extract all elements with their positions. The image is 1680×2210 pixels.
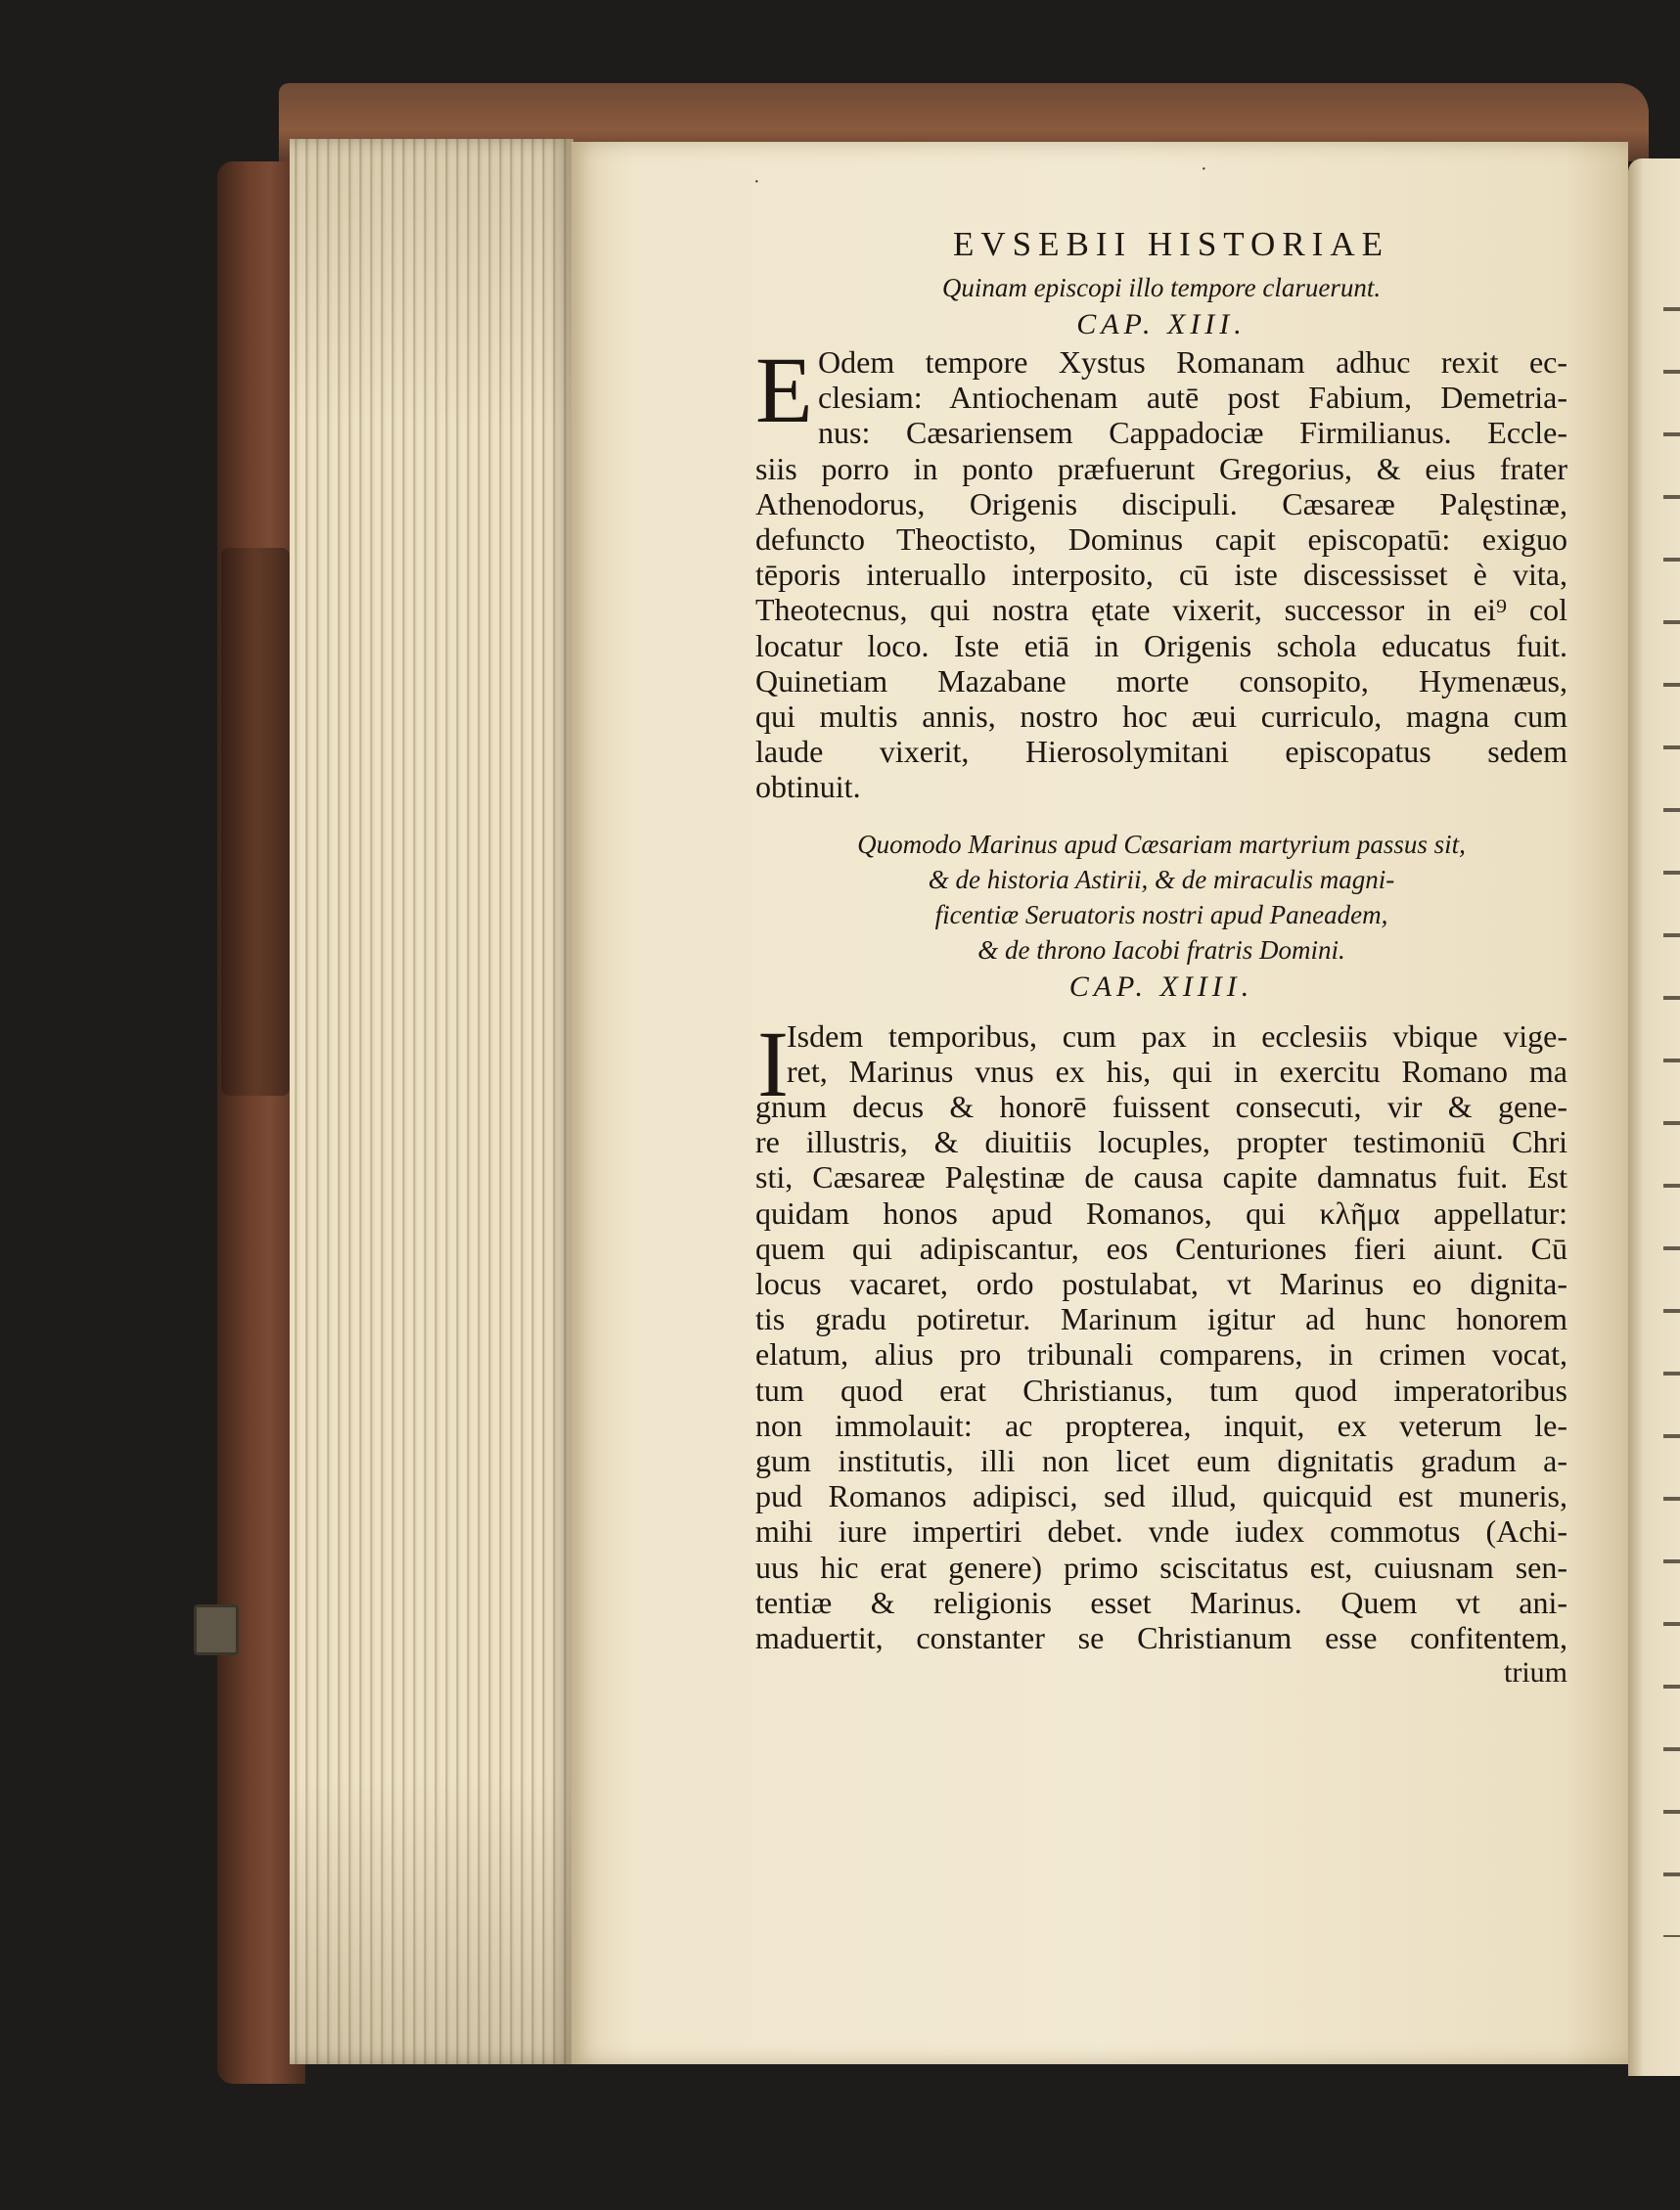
ink-speck: · — [753, 171, 760, 193]
text-line: locus vacaret, ordo postulabat, vt Marinus eo dignita- — [755, 1266, 1567, 1302]
text-line: qui multis annis, nostro hoc æui curriculo, magna cum — [755, 699, 1567, 735]
title-line: & de historia Astirii, & de miraculis magni- — [928, 864, 1395, 894]
text-line: gum institutis, illi non licet eum dignitatis gradum a- — [755, 1443, 1567, 1479]
text-line: pud Romanos adipisci, sed illud, quicquid est muneris, — [755, 1478, 1567, 1514]
clasp-icon — [194, 1604, 239, 1655]
chapter-13-text — [755, 338, 1567, 805]
chapter-14-title — [755, 827, 1567, 968]
text-line: non immolauit: ac propterea, inquit, ex veterum le- — [755, 1407, 1567, 1443]
catchword: trium — [1504, 1656, 1567, 1690]
page-edges-shade — [290, 139, 573, 2064]
text-line: uus hic erat genere) primo sciscitatus est, cuiusnam sen- — [755, 1549, 1567, 1585]
text-line: tentiæ & religionis esset Marinus. Quem vt ani- — [755, 1584, 1567, 1620]
title-line: & de throno Iacobi fratris Domini. — [977, 934, 1345, 965]
ink-speck: · — [1201, 158, 1207, 180]
text-line: Theotecnus, qui nostra ętate vixerit, successor in ei⁹ col — [755, 592, 1567, 628]
text-line: nus: Cæsariensem Cappadociæ Firmilianus. Eccle- — [818, 415, 1567, 451]
text-line: re illustris, & diuitiis locuples, propter testimoniū Chri — [755, 1124, 1567, 1160]
chapter-13-number: CAP. XIII. — [1076, 308, 1247, 340]
chapter-13-title: Quinam episcopi illo tempore claruerunt. — [941, 273, 1382, 302]
drop-cap: I — [757, 1011, 789, 1116]
text-line: Odem tempore Xystus Romanam adhuc rexit ec- — [818, 344, 1567, 380]
text-line: tis gradu potiretur. Marinum igitur ad hunc honorem — [755, 1301, 1567, 1337]
chapter-14-number: CAP. XIIII. — [1068, 970, 1254, 1003]
page-text — [755, 223, 1567, 1691]
text-line: clesiam: Antiochenam autē post Fabium, Demetria- — [818, 380, 1567, 416]
text-line: defuncto Theoctisto, Dominus capit episcopatū: exiguo — [755, 521, 1567, 558]
title-line: ficentiæ Seruatoris nostri apud Paneadem, — [934, 899, 1388, 929]
text-line: Athenodorus, Origenis discipuli. Cæsareæ Palęstinæ, — [755, 485, 1567, 521]
text-line: sti, Cæsareæ Palęstinæ de causa capite damnatus fuit. Est — [755, 1159, 1567, 1195]
chapter-14-text — [755, 1011, 1567, 1656]
text-line: tum quod erat Christianus, tum quod imperatoribus — [755, 1372, 1567, 1408]
text-line: gnum decus & honorē fuissent consecuti, vir & gene- — [755, 1089, 1567, 1125]
text-line: Isdem temporibus, cum pax in ecclesiis vbique vige- — [787, 1017, 1567, 1054]
text-line: quidam honos apud Romanos, qui κλῆμα appellatur: — [755, 1195, 1567, 1231]
facing-page-bleed — [1663, 274, 1680, 1937]
running-head: EVSEBII HISTORIAE — [953, 225, 1389, 263]
drop-cap: E — [755, 338, 813, 442]
text-line: maduertit, constanter se Christianum esse confitentem, — [755, 1620, 1567, 1656]
text-line: ret, Marinus vnus ex his, qui in exercitu Romano ma — [787, 1053, 1567, 1089]
text-line: obtinuit. — [755, 769, 861, 805]
text-line: siis porro in ponto præfuerunt Gregorius, & eius frater — [755, 450, 1567, 486]
text-line: quem qui adipiscantur, eos Centuriones fieri aiunt. Cū — [755, 1230, 1567, 1266]
text-line: locatur loco. Iste etiā in Origenis schola educatus fuit. — [755, 627, 1567, 663]
text-line: laude vixerit, Hierosolymitani episcopatus sedem — [755, 734, 1567, 770]
text-line: Quinetiam Mazabane morte consopito, Hymenæus, — [755, 662, 1567, 699]
title-line: Quomodo Marinus apud Cæsariam martyrium passus sit, — [857, 829, 1466, 859]
spine-wear — [221, 548, 290, 1096]
text-line: mihi iure impertiri debet. vnde iudex commotus (Achi- — [755, 1513, 1567, 1550]
text-line: elatum, alius pro tribunali comparens, in crimen vocat, — [755, 1336, 1567, 1373]
text-line: tēporis interuallo interposito, cū iste discessisset è vita, — [755, 557, 1567, 593]
